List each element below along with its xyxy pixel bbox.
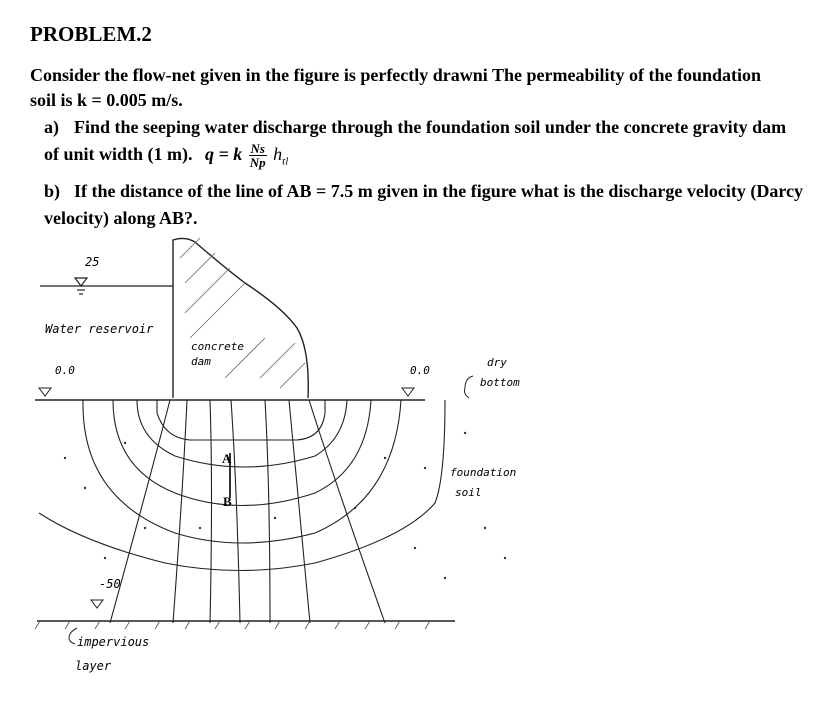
part-a-label: a)	[44, 117, 59, 137]
impervious-label: impervious	[77, 635, 150, 649]
formula-head	[273, 144, 289, 168]
discharge-formula	[205, 141, 289, 171]
concrete-dam	[173, 238, 308, 398]
formula-denominator: Np	[249, 155, 266, 171]
water-reservoir-label: Water reservoir	[45, 322, 154, 336]
part-a	[44, 114, 804, 176]
formula-numerator: Ns	[250, 141, 265, 157]
dam-label: dam	[191, 355, 211, 368]
layer-label: layer	[75, 659, 112, 673]
level-right-marker	[402, 388, 414, 396]
depth-label: -50	[99, 577, 121, 591]
concrete-label: concrete	[191, 340, 244, 353]
formula-fraction	[249, 142, 267, 169]
bottom-label: bottom	[480, 376, 520, 389]
part-b-text: If the distance of the line of AB = 7.5 m given in the figure what is the discharge velocity (Darcy velocity) along AB?.	[44, 181, 804, 228]
equipotential-lines	[110, 400, 385, 623]
level-left-marker	[39, 388, 51, 400]
level-left-label: 0.0	[55, 364, 75, 377]
dry-label: dry	[487, 356, 507, 369]
formula-rhs: h	[273, 144, 283, 164]
part-b	[44, 178, 804, 232]
impervious-hatching	[35, 621, 430, 629]
reservoir-level-marker	[40, 278, 173, 294]
level-right-label: 0.0	[410, 364, 430, 377]
part-a-text: Find the seeping water discharge through the foundation soil under the concrete gravity dam of unit width (1 m).	[44, 117, 787, 164]
formula-sub: tl	[282, 155, 289, 168]
flow-net-figure	[25, 228, 565, 698]
part-b-label: b)	[44, 181, 61, 201]
point-b-label: B	[223, 494, 232, 509]
flow-lines	[39, 400, 445, 571]
problem-title: PROBLEM.2	[30, 22, 152, 46]
dry-bottom-brace	[465, 376, 474, 398]
depth-marker	[91, 600, 103, 608]
soil-label: soil	[455, 486, 482, 499]
soil-dots	[64, 432, 506, 579]
head-25-label: 25	[85, 255, 100, 269]
impervious-brace	[69, 628, 77, 644]
foundation-label: foundation	[450, 466, 517, 479]
problem-intro: Consider the flow-net given in the figure is perfectly drawni The permeability of the foundation soil is k = 0.005 m/s.	[30, 65, 761, 110]
formula-lhs: q = k	[205, 144, 243, 164]
point-a-label: A	[222, 451, 232, 466]
